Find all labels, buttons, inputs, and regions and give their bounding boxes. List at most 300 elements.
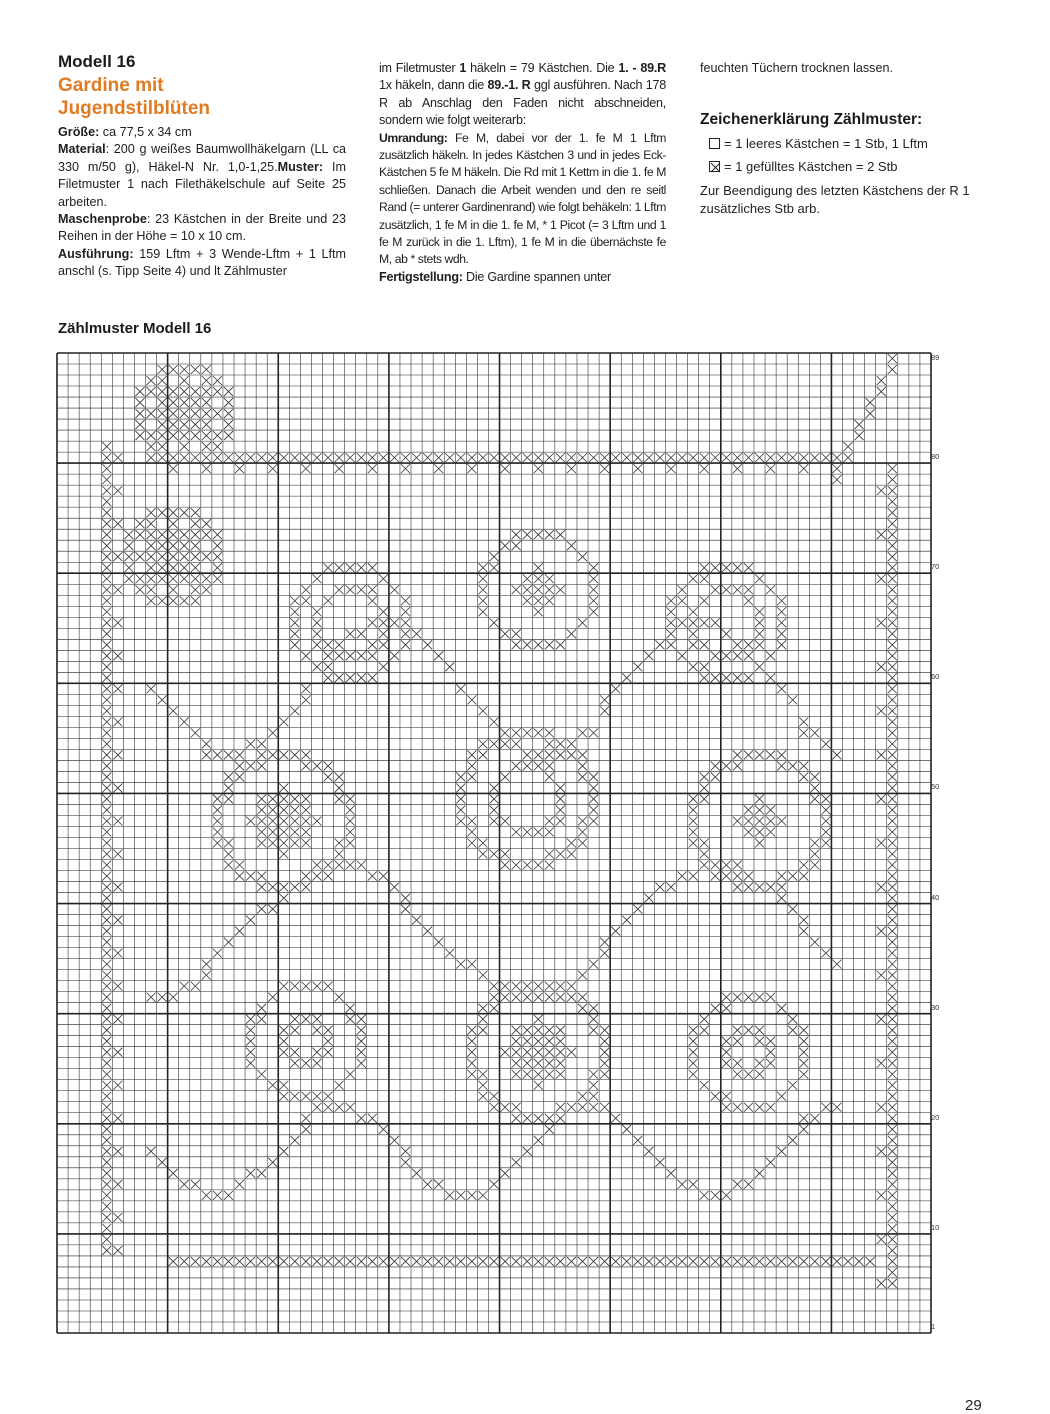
- filled-cell: [213, 442, 222, 451]
- filled-cell: [169, 519, 178, 528]
- filled-cell: [335, 464, 344, 473]
- ausfuehrung-paragraph: [58, 246, 346, 281]
- filled-cell: [711, 651, 720, 660]
- filled-cell: [169, 1169, 178, 1178]
- filled-cell: [877, 971, 886, 980]
- filled-cell: [235, 872, 244, 881]
- row-label: 30: [931, 1002, 940, 1012]
- filled-cell: [357, 1114, 366, 1123]
- filled-cell: [246, 1059, 255, 1068]
- filled-cell: [733, 453, 742, 462]
- filled-cell: [102, 949, 111, 958]
- model-number: Modell 16: [58, 52, 136, 71]
- filled-cell: [888, 651, 897, 660]
- filled-cell: [755, 1037, 764, 1046]
- filled-cell: [423, 1257, 432, 1266]
- filled-cell: [346, 651, 355, 660]
- filled-cell: [158, 442, 167, 451]
- filled-cell: [700, 850, 709, 859]
- filled-cell: [556, 982, 565, 991]
- filled-cell: [689, 805, 698, 814]
- filled-cell: [180, 982, 189, 991]
- filled-cell: [213, 574, 222, 583]
- material-paragraph: [58, 141, 346, 211]
- filled-cell: [102, 993, 111, 1002]
- filled-cell: [600, 453, 609, 462]
- filled-cell: [777, 872, 786, 881]
- filled-cell: [268, 838, 277, 847]
- filled-cell: [888, 519, 897, 528]
- row-label: 1: [931, 1321, 936, 1331]
- filled-cell: [346, 1004, 355, 1013]
- filled-cell: [512, 1103, 521, 1112]
- filled-cell: [169, 596, 178, 605]
- filled-cell: [888, 960, 897, 969]
- filled-cell: [877, 1103, 886, 1112]
- filled-cell: [268, 750, 277, 759]
- filled-cell: [700, 1191, 709, 1200]
- filled-cell: [467, 695, 476, 704]
- filled-cell: [246, 1257, 255, 1266]
- filled-cell: [489, 1103, 498, 1112]
- probe-paragraph: [58, 211, 346, 246]
- filled-cell: [191, 508, 200, 517]
- filled-cell: [158, 1158, 167, 1167]
- filled-cell: [434, 938, 443, 947]
- filled-cell: [301, 1125, 310, 1134]
- filled-cell: [379, 662, 388, 671]
- filled-cell: [744, 883, 753, 892]
- filled-cell: [357, 1026, 366, 1035]
- filled-cell: [401, 1257, 410, 1266]
- row-label: 70: [931, 562, 940, 572]
- filled-cell: [180, 1180, 189, 1189]
- filled-cell: [534, 1114, 543, 1123]
- filled-cell: [888, 1136, 897, 1145]
- filled-cell: [102, 717, 111, 726]
- legend-note: Zur Beendigung des letzten Kästchens der R 1 zusätzliches Stb arb.: [700, 182, 970, 216]
- filled-cell: [578, 761, 587, 770]
- filled-cell: [855, 1257, 864, 1266]
- filled-cell: [312, 872, 321, 881]
- filled-cell: [246, 1048, 255, 1057]
- filled-cell: [888, 728, 897, 737]
- filled-cell: [158, 541, 167, 550]
- filled-cell: [666, 596, 675, 605]
- filled-cell: [478, 1257, 487, 1266]
- filled-cell: [711, 761, 720, 770]
- filled-cell: [877, 1235, 886, 1244]
- filled-cell: [401, 596, 410, 605]
- filled-cell: [213, 816, 222, 825]
- filled-cell: [102, 574, 111, 583]
- filled-cell: [158, 563, 167, 572]
- filled-cell: [135, 420, 144, 429]
- filled-cell: [512, 1070, 521, 1079]
- filled-cell: [346, 1070, 355, 1079]
- filled-cell: [777, 618, 786, 627]
- filled-cell: [368, 585, 377, 594]
- filled-cell: [467, 464, 476, 473]
- filled-cell: [534, 563, 543, 572]
- filled-cell: [301, 794, 310, 803]
- filled-cell: [290, 1026, 299, 1035]
- filled-cell: [700, 673, 709, 682]
- filled-cell: [191, 530, 200, 539]
- filled-cell: [290, 1136, 299, 1145]
- filled-cell: [224, 783, 233, 792]
- filled-cell: [523, 1048, 532, 1057]
- filled-cell: [456, 816, 465, 825]
- filled-cell: [733, 1180, 742, 1189]
- filled-cell: [324, 861, 333, 870]
- filled-cell: [523, 1070, 532, 1079]
- filled-cell: [777, 1257, 786, 1266]
- filled-cell: [556, 1026, 565, 1035]
- filled-cell: [346, 629, 355, 638]
- filled-cell: [224, 1191, 233, 1200]
- umrandung-value: Fe M, dabei vor der 1. fe M 1 Lftm zusätzlich häkeln. In jedes Kästchen 3 und in jedes Eck-Kästchen 5 fe M häkeln. Die Rd mit 1 Kettm in die 1. fe M schließen. Danach die Arbeit wenden und den re seitl Rand (= unterer Gardinenrand) wie folgt behäkeln: 1 Lftm zusätzlich, 1 fe M in die 1. fe M, * 1 Picot (= 3 Lftm und 1 fe M zurück in die 1. Lftm), 1 fe M in die übernächste fe M, ab * stets wdh.: [379, 130, 666, 267]
- filled-cell: [888, 695, 897, 704]
- filled-cell: [147, 530, 156, 539]
- filled-cell: [744, 1257, 753, 1266]
- filled-cell: [888, 365, 897, 374]
- filled-cell: [235, 772, 244, 781]
- filled-cell: [467, 772, 476, 781]
- filled-cell: [324, 673, 333, 682]
- filled-cell: [268, 464, 277, 473]
- filled-cell: [290, 827, 299, 836]
- filled-cell: [124, 530, 133, 539]
- filled-cell: [467, 750, 476, 759]
- filled-cell: [711, 1191, 720, 1200]
- filled-cell: [821, 838, 830, 847]
- filled-cell: [180, 409, 189, 418]
- filled-cell: [224, 398, 233, 407]
- filled-cell: [556, 453, 565, 462]
- filled-cell: [113, 453, 122, 462]
- filled-cell: [589, 453, 598, 462]
- filled-cell: [821, 827, 830, 836]
- filled-cell: [191, 387, 200, 396]
- filled-cell: [766, 1103, 775, 1112]
- filled-cell: [512, 739, 521, 748]
- filled-cell: [766, 585, 775, 594]
- filled-cell: [689, 838, 698, 847]
- filled-cell: [180, 563, 189, 572]
- filled-cell: [191, 552, 200, 561]
- filled-cell: [810, 794, 819, 803]
- filled-cell: [158, 993, 167, 1002]
- filled-cell: [102, 861, 111, 870]
- filled-cell: [799, 761, 808, 770]
- filled-cell: [711, 673, 720, 682]
- filled-cell: [744, 993, 753, 1002]
- filled-cell: [578, 816, 587, 825]
- filled-cell: [335, 772, 344, 781]
- filled-cell: [766, 805, 775, 814]
- filled-cell: [312, 1026, 321, 1035]
- filled-cell: [324, 651, 333, 660]
- filled-cell: [512, 993, 521, 1002]
- filled-cell: [158, 574, 167, 583]
- filled-cell: [567, 850, 576, 859]
- filled-cell: [147, 993, 156, 1002]
- filled-cell: [534, 861, 543, 870]
- filled-cell: [180, 541, 189, 550]
- filled-cell: [324, 1257, 333, 1266]
- filled-cell: [733, 1037, 742, 1046]
- filled-cell: [478, 574, 487, 583]
- text-run-bold: 89.-1. R: [487, 78, 531, 93]
- text-run: häkeln = 79 Kästchen. Die: [466, 61, 619, 75]
- filled-cell: [202, 574, 211, 583]
- filled-cell: [113, 883, 122, 892]
- filled-cell: [888, 684, 897, 693]
- filled-cell: [180, 1257, 189, 1266]
- legend-empty-row: [709, 135, 1000, 152]
- filled-cell: [279, 453, 288, 462]
- filled-cell: [689, 662, 698, 671]
- filled-cell: [855, 420, 864, 429]
- filled-cell: [888, 783, 897, 792]
- filled-cell: [689, 607, 698, 616]
- filled-cell: [102, 927, 111, 936]
- filled-cell: [744, 673, 753, 682]
- filled-cell: [888, 1224, 897, 1233]
- filled-cell: [567, 982, 576, 991]
- filled-cell: [301, 1015, 310, 1024]
- filled-cell: [711, 872, 720, 881]
- filled-cell: [578, 1004, 587, 1013]
- chart-title: Zählmuster Modell 16: [58, 320, 212, 337]
- filled-cell: [534, 464, 543, 473]
- filled-cell: [600, 938, 609, 947]
- filled-cell: [799, 464, 808, 473]
- filled-cell: [113, 519, 122, 528]
- filled-cell: [102, 1213, 111, 1222]
- filled-cell: [501, 772, 510, 781]
- filled-cell: [877, 574, 886, 583]
- filled-cell: [102, 728, 111, 737]
- filled-cell: [512, 629, 521, 638]
- filled-cell: [324, 982, 333, 991]
- filled-cell: [877, 838, 886, 847]
- filled-cell: [191, 1180, 200, 1189]
- filled-cell: [467, 1037, 476, 1046]
- filled-cell: [501, 861, 510, 870]
- filled-cell: [467, 761, 476, 770]
- filled-cell: [135, 387, 144, 396]
- filled-cell: [346, 1257, 355, 1266]
- filled-cell: [180, 530, 189, 539]
- filled-cell: [335, 783, 344, 792]
- filled-cell: [279, 1257, 288, 1266]
- filled-cell: [467, 1048, 476, 1057]
- filled-cell: [888, 607, 897, 616]
- filled-cell: [545, 739, 554, 748]
- filled-cell: [766, 750, 775, 759]
- filled-cell: [832, 960, 841, 969]
- filled-cell: [799, 1048, 808, 1057]
- filled-cell: [578, 728, 587, 737]
- filled-cell: [246, 1026, 255, 1035]
- filled-cell: [346, 861, 355, 870]
- filled-cell: [888, 1092, 897, 1101]
- filled-cell: [611, 684, 620, 693]
- filled-cell: [301, 883, 310, 892]
- filled-cell: [357, 1037, 366, 1046]
- filled-cell: [534, 1026, 543, 1035]
- filled-cell: [733, 1059, 742, 1068]
- filled-cell: [113, 684, 122, 693]
- filled-cell: [888, 585, 897, 594]
- filled-cell: [357, 673, 366, 682]
- filled-cell: [412, 629, 421, 638]
- filled-cell: [523, 530, 532, 539]
- filled-cell: [777, 684, 786, 693]
- filled-cell: [102, 750, 111, 759]
- filled-cell: [744, 872, 753, 881]
- filled-cell: [755, 574, 764, 583]
- filled-cell: [257, 1257, 266, 1266]
- filled-cell: [213, 949, 222, 958]
- filled-cell: [467, 1026, 476, 1035]
- filled-cell: [169, 552, 178, 561]
- filled-cell: [888, 475, 897, 484]
- filled-cell: [213, 794, 222, 803]
- filled-cell: [589, 1070, 598, 1079]
- filled-cell: [888, 949, 897, 958]
- column-right: [700, 60, 1000, 231]
- filled-cell: [821, 453, 830, 462]
- filled-cell: [135, 409, 144, 418]
- filled-cell: [102, 1004, 111, 1013]
- filled-cell: [888, 1158, 897, 1167]
- filled-cell: [312, 1059, 321, 1068]
- filled-cell: [888, 794, 897, 803]
- text-run: im Filetmuster: [379, 61, 460, 75]
- filled-cell: [290, 883, 299, 892]
- filled-cell: [357, 453, 366, 462]
- filled-cell: [567, 739, 576, 748]
- filled-cell: [445, 1191, 454, 1200]
- filled-cell: [246, 872, 255, 881]
- filled-cell: [301, 1257, 310, 1266]
- filled-cell: [279, 1081, 288, 1090]
- filled-cell: [257, 872, 266, 881]
- filled-cell: [733, 993, 742, 1002]
- filled-cell: [324, 872, 333, 881]
- filled-cell: [213, 1257, 222, 1266]
- filled-cell: [689, 618, 698, 627]
- filled-cell: [102, 1059, 111, 1068]
- filled-cell: [866, 409, 875, 418]
- filled-cell: [113, 916, 122, 925]
- filled-cell: [644, 1257, 653, 1266]
- filled-cell: [124, 563, 133, 572]
- filled-cell: [578, 750, 587, 759]
- filled-cell: [301, 1059, 310, 1068]
- filled-cell: [766, 1257, 775, 1266]
- filled-cell: [689, 453, 698, 462]
- filled-cell: [600, 464, 609, 473]
- filled-cell: [810, 938, 819, 947]
- filled-cell: [147, 387, 156, 396]
- filled-cell: [224, 387, 233, 396]
- filled-cell: [578, 552, 587, 561]
- filled-cell: [279, 750, 288, 759]
- filled-cell: [777, 607, 786, 616]
- filled-cell: [744, 1180, 753, 1189]
- filled-cell: [523, 861, 532, 870]
- filled-cell: [611, 927, 620, 936]
- filled-cell: [301, 827, 310, 836]
- filled-cell: [655, 640, 664, 649]
- filled-cell: [489, 993, 498, 1002]
- filled-cell: [523, 1114, 532, 1123]
- filled-cell: [611, 1114, 620, 1123]
- filled-cell: [523, 1147, 532, 1156]
- filled-cell: [301, 695, 310, 704]
- filled-cell: [744, 1103, 753, 1112]
- filled-cell: [523, 761, 532, 770]
- filled-cell: [832, 1257, 841, 1266]
- filled-cell: [235, 1180, 244, 1189]
- filled-cell: [788, 1136, 797, 1145]
- filled-cell: [501, 816, 510, 825]
- filled-cell: [888, 629, 897, 638]
- filled-cell: [589, 585, 598, 594]
- filet-chart: [56, 352, 932, 1334]
- filled-cell: [324, 1026, 333, 1035]
- page-number: 29: [965, 1397, 982, 1414]
- filled-cell: [489, 717, 498, 726]
- text-run-bold: 1. - 89.R: [618, 61, 666, 75]
- filled-cell: [556, 805, 565, 814]
- filled-cell: [467, 960, 476, 969]
- filled-cell: [191, 541, 200, 550]
- filled-cell: [412, 1169, 421, 1178]
- filled-cell: [412, 1257, 421, 1266]
- filled-cell: [512, 1037, 521, 1046]
- filled-cell: [456, 960, 465, 969]
- filled-cell: [788, 761, 797, 770]
- filled-cell: [799, 772, 808, 781]
- filled-cell: [445, 662, 454, 671]
- filled-cell: [246, 1169, 255, 1178]
- filled-cell: [489, 552, 498, 561]
- umrandung-paragraph: [379, 130, 666, 269]
- filled-cell: [877, 618, 886, 627]
- material-value: : 200 g weißes Baumwollhäkelgarn (LL ca 330 m/50 g), Häkel-N Nr. 1,0-1,25.: [58, 142, 346, 174]
- filled-cell: [147, 552, 156, 561]
- filled-cell: [578, 838, 587, 847]
- text-run-bold: 1: [459, 61, 467, 75]
- filled-cell: [290, 706, 299, 715]
- filled-cell: [733, 651, 742, 660]
- filled-cell: [888, 883, 897, 892]
- filled-cell: [147, 574, 156, 583]
- filled-cell: [633, 464, 642, 473]
- filled-cell: [777, 883, 786, 892]
- filled-cell: [888, 673, 897, 682]
- filled-cell: [257, 761, 266, 770]
- filled-cell: [777, 894, 786, 903]
- filled-cell: [556, 816, 565, 825]
- filled-cell: [379, 640, 388, 649]
- filled-cell: [102, 1114, 111, 1123]
